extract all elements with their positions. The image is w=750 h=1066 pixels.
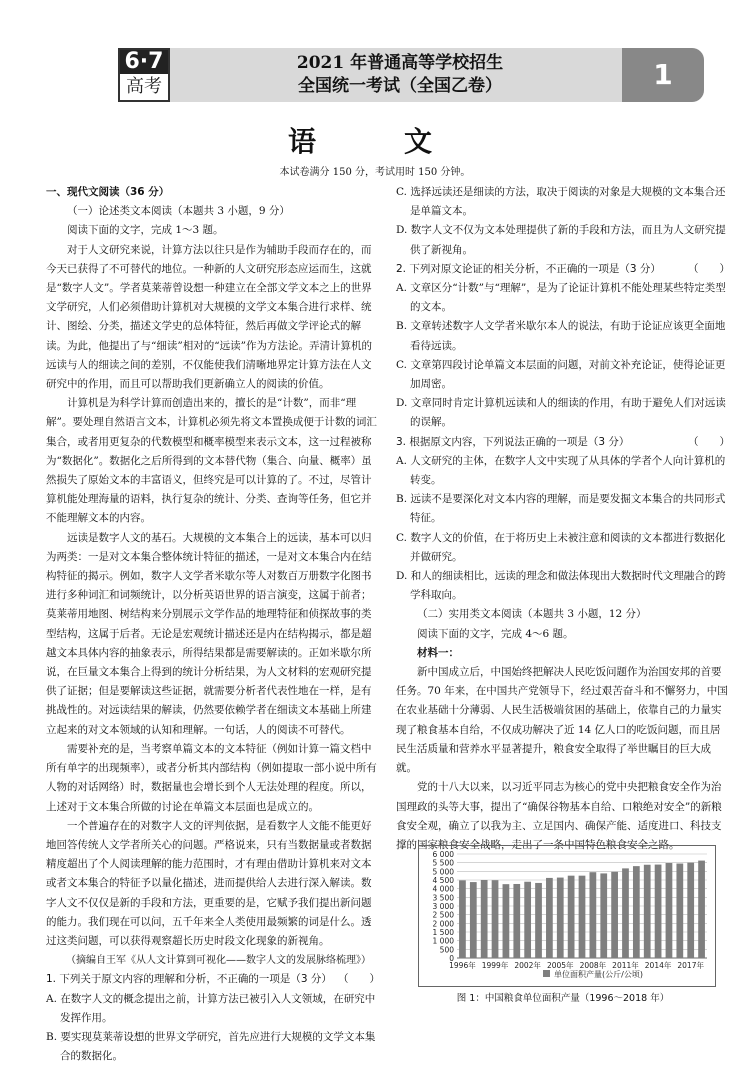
bar <box>568 876 575 958</box>
bar <box>459 880 466 958</box>
instruction-text: 阅读下面的文字，完成 4～6 题。 <box>417 627 574 640</box>
y-tick-label: 3 500 <box>432 893 454 903</box>
y-tick-label: 0 <box>449 954 454 963</box>
y-tick-label: 3 000 <box>432 902 454 911</box>
answer-blank: （ ） <box>338 973 380 986</box>
option-item: B. 文章转述数字人文学者米歇尔本人的说法，有助于论证应该更全面地看待远读。 <box>396 320 726 352</box>
y-tick-label: 4 500 <box>432 876 454 885</box>
exam-title-line2: 全国统一考试（全国乙卷） <box>298 76 502 96</box>
x-tick-label: 1996年 <box>449 961 476 970</box>
option-item: C. 选择远读还是细读的方法，取决于阅读的对象是大规模的文本集合还是单篇文本。 <box>396 186 726 218</box>
y-tick-label: 1 500 <box>432 928 454 937</box>
y-tick-label: 5 000 <box>432 867 454 877</box>
brand-logo <box>118 48 170 102</box>
question-3-stem: 3. 根据原文内容，下列说法正确的一项是（3 分） <box>396 435 630 448</box>
option-item: D. 文章同时肯定计算机远读和人的细读的作用，有助于避免人们对远读的误解。 <box>396 397 726 429</box>
question-1 <box>46 970 380 989</box>
bar <box>579 876 586 958</box>
bar <box>557 878 564 958</box>
x-tick-label: 2017年 <box>677 961 704 970</box>
question-2-stem: 2. 下列对原文论证的相关分析，不正确的一项是（3 分） <box>396 262 661 275</box>
bar <box>666 863 673 958</box>
bar <box>524 882 531 958</box>
y-tick-label: 5 500 <box>432 858 454 868</box>
bar <box>503 884 510 958</box>
option-item: C. 数字人文的价值，在于将历史上未被注意和阅读的文本都进行数据化并做研究。 <box>396 531 726 563</box>
option-item: A. 在数字人文的概念提出之前，计算方法已被引入人文领域，在研究中发挥作用。 <box>46 992 376 1024</box>
bar <box>590 872 597 958</box>
bar <box>611 872 618 958</box>
passage-paragraph: 一个普遍存在的对数字人文的评判依据，是看数字人文能不能更好地回答传统人文学者所关心的问题。严格说来，只有当数据量或者数据精度超出了个人阅读理解的能力范围时，才有理由借助计算机来对文本或者文本集合的特征予以量化描述，进而提供给人去进行深入解读。数字人文不仅仅是新的手段和方法，更重要的是，它赋予我们提出新问题的能力。我们现在可以问，五千年来全人类使用最频繁的词是什么。透过这类问题，可以获得观察超长历史时段文化现象的新视角。 <box>46 819 372 947</box>
bar <box>698 861 705 958</box>
option-item: D. 数字人文不仅为文本处理提供了新的手段和方法，而且为人文研究提供了新视角。 <box>396 224 726 256</box>
bar <box>470 882 477 958</box>
chart-caption: 图 1：中国粮食单位面积产量（1996～2018 年） <box>456 993 670 1004</box>
question-3 <box>396 433 730 452</box>
right-column <box>396 183 730 855</box>
yield-chart-svg <box>419 846 715 986</box>
passage-paragraph: 远读是数字人文的基石。大规模的文本集合上的远读，基本可以归为两类：一是对文本集合整体统计特征的描述，一是对文本集合内在结构特征的揭示。例如，数字人文学者米歇尔等人对数百万册数字化图书进行多种词汇和词频统计，以分析英语世界的语言演变，这属于前者；莫莱蒂用地图、树结构来分别展示文学作品的地理特征和侦探故事的类型结构，这属于后者。无论是宏观统计描述还是内在结构揭示，都是超越文本具体内容的抽象表示，所得结果都是需要解读的。正如米歇尔所说，在巨量文本集合上得到的统计分析结果，为人文材料的宏观研究提供了证据；但是要解读这些证据，就需要分析者代表性地在一样，是有挑战性的。对远读结果的解读，仍然要依赖学者在细读文本基础上所建立起来的对文本领域的认知和理解。一句话，人的阅读不可替代。 <box>46 531 372 736</box>
x-tick-label: 1999年 <box>481 961 509 970</box>
subsection-heading: （二）实用类文本阅读（本题共 3 小题，12 分） <box>417 608 647 621</box>
y-tick-label: 2 500 <box>432 910 454 920</box>
bar <box>600 873 607 958</box>
bar <box>633 866 640 958</box>
bar <box>513 884 520 958</box>
y-tick-label: 4 000 <box>432 884 454 894</box>
x-tick-label: 2005年 <box>546 961 574 970</box>
legend-swatch <box>543 970 550 977</box>
y-tick-label: 1 000 <box>432 936 454 946</box>
yield-chart <box>418 845 716 987</box>
y-tick-label: 500 <box>439 945 454 955</box>
material-label: 材料一： <box>417 646 459 659</box>
option-item: D. 和人的细读相比，远读的理念和做法体现出大数据时代文理融合的跨学科取向。 <box>396 570 726 602</box>
exam-note: 本试卷满分 150 分，考试用时 150 分钟。 <box>279 167 471 178</box>
exam-title <box>180 52 620 98</box>
y-tick-label: 2 000 <box>432 919 454 929</box>
bar <box>492 880 499 958</box>
passage-paragraph: 计算机是为科学计算而创造出来的，擅长的是“计数”，而非“理解”。要处理自然语言文本，计算机必须先将文本置换成便于计数的词汇集合，或者用更复杂的代数模型和概率模型来表示文本，这一过程被称为“数据化”。数据化之后所得到的文本替代物（集合、向量、概率）虽然损失了原始文本的丰富语义，但终究是可以计算的了。不过，尽管计算机能处理海量的语料，执行复杂的统计、分类、查询等任务，但它并不能理解文本的内容。 <box>46 397 377 525</box>
bar <box>676 864 683 958</box>
question-1-stem: 1. 下列关于原文内容的理解和分析，不正确的一项是（3 分） <box>46 973 332 986</box>
legend-label: 单位面积产量(公斤/公顷) <box>554 970 643 979</box>
bar <box>546 878 553 958</box>
paper-number: 1 <box>622 48 704 102</box>
subject-title: 语 文 <box>287 125 462 158</box>
section-heading: 一、现代文阅读（36 分） <box>46 186 170 198</box>
left-column <box>46 183 380 1066</box>
exam-title-line1: 2021 年普通高等学校招生 <box>296 53 504 73</box>
bar <box>535 883 542 958</box>
option-item: A. 人文研究的主体，在数字人文中实现了从具体的学者个人向计算机的转变。 <box>396 454 726 487</box>
material-paragraph: 新中国成立后，中国始终把解决人民吃饭问题作为治国安邦的首要任务。70 年来，在中国共产党领导下，经过艰苦奋斗和不懈努力，中国在农业基础十分薄弱、人民生活极端贫困的基础上，依靠自己的力量实现了粮食基本自给，不仅成功解决了近 14 亿人口的吃饭问题，而且居民生活质量和营养水平显著提升，粮食安全取得了举世瞩目的巨大成就。 <box>396 666 728 775</box>
x-tick-label: 2014年 <box>644 961 672 970</box>
material-paragraph: 党的十八大以来，以习近平同志为核心的党中央把粮食安全作为治国理政的头等大事，提出了“确保谷物基本自给、口粮绝对安全”的新粮食安全观，确立了以我为主、立足国内、确保产能、适度进口、科技支撑的国家粮食安全战略，走出了一条中国特色粮食安全之路。 <box>396 781 722 851</box>
bar <box>655 865 662 958</box>
passage-paragraph: 对于人文研究来说，计算方法以往只是作为辅助手段而存在的，而今天已获得了不可替代的地位。一种新的人文研究形态应运而生，这就是“数字人文”。学者莫莱蒂曾设想一种建立在全部文学文本之上的世界文学研究，人们必须借助计算机对大规模的文学文本集合进行求样、统计、图绘、分类，描述文学史的总体特征，然后再做文学评论式的解读。为此，他提出了与“细读”相对的“远读”作为方法论。弄清计算机的远读与人的细读之间的差别，不仅能使我们清晰地界定计算方法在人文研究中的作用，而且可以帮助我们更新确立人的阅读的价值。 <box>46 243 372 391</box>
option-item: C. 文章第四段讨论单篇文本层面的问题，对前文补充论证，使得论证更加周密。 <box>396 358 726 391</box>
passage-paragraph: 需要补充的是，当考察单篇文本的文本特征（例如计算一篇文档中所有单字的出现频率），或者分析其内部结构（例如提取一部小说中所有人物的对话网络）时，数据量也会增长到个人无法处理的程度。所以，上述对于文本集合所做的讨论在单篇文本层面也是成立的。 <box>46 742 377 813</box>
answer-blank: （ ） <box>688 435 730 448</box>
question-2 <box>396 260 730 279</box>
x-tick-label: 2011年 <box>612 961 639 970</box>
option-item: A. 文章区分“计数”与“理解”，是为了论证计算机不能处理某些特定类型的文本。 <box>396 282 726 314</box>
instruction-text: 阅读下面的文字，完成 1～3 题。 <box>67 224 224 237</box>
bar <box>481 880 488 958</box>
x-tick-label: 2002年 <box>514 961 541 970</box>
bar <box>622 868 629 958</box>
y-tick-label: 6 000 <box>432 850 454 859</box>
logo-top-text: 6·7 <box>120 50 168 74</box>
x-tick-label: 2008年 <box>579 961 607 970</box>
answer-blank: （ ） <box>688 262 730 275</box>
source-citation: （摘编自王军《从人文计算到可视化——数字人文的发展脉络梳理》） <box>66 955 371 967</box>
bar <box>644 865 651 958</box>
subsection-heading: （一）论述类文本阅读（本题共 3 小题，9 分） <box>67 205 290 218</box>
option-item: B. 远读不是要深化对文本内容的理解，而是要发掘文本集合的共同形式特征。 <box>396 493 726 525</box>
logo-bottom-text: 高考 <box>126 76 162 97</box>
bar <box>687 862 694 958</box>
option-item: B. 要实现莫莱蒂设想的世界文学研究，首先应进行大规模的文学文本集合的数据化。 <box>46 1030 376 1063</box>
